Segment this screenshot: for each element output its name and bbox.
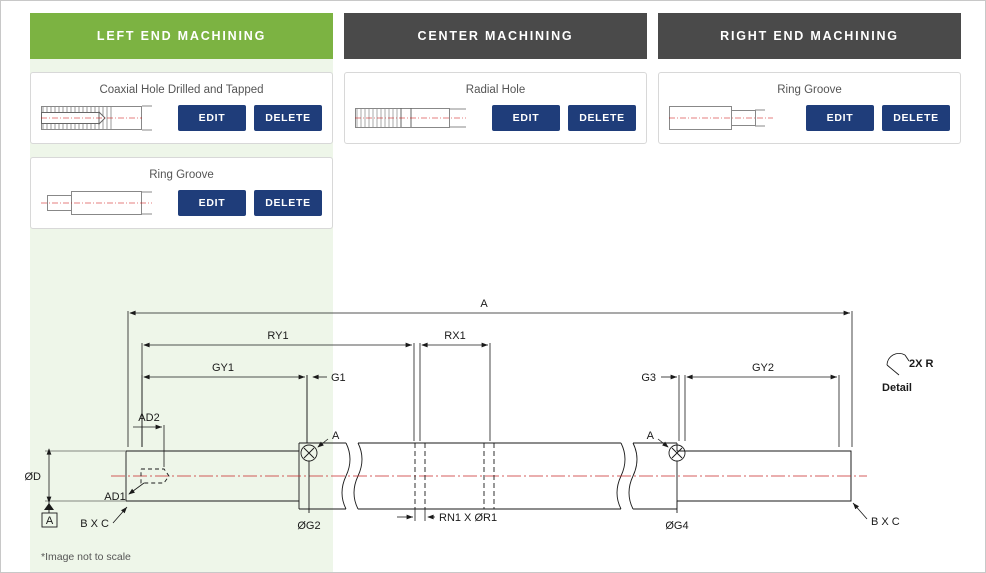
machining-columns xyxy=(1,1,986,229)
feature-row xyxy=(669,103,950,133)
edit-button[interactable]: EDIT xyxy=(492,105,560,131)
ring-groove-thumbnail xyxy=(669,103,781,133)
feature-card xyxy=(30,157,333,229)
edit-button[interactable]: EDIT xyxy=(178,190,246,216)
datum-a-label: A xyxy=(45,515,54,527)
dim-g4: ØG4 xyxy=(665,520,689,532)
feature-actions xyxy=(178,190,322,216)
edit-button[interactable]: EDIT xyxy=(806,105,874,131)
ring-groove-thumbnail xyxy=(41,188,153,218)
feature-card xyxy=(658,72,961,144)
dim-rx1: RX1 xyxy=(444,330,466,342)
column-left-end-machining xyxy=(30,13,333,229)
scale-footnote: *Image not to scale xyxy=(41,551,131,563)
delete-button[interactable]: DELETE xyxy=(568,105,636,131)
feature-title: Radial Hole xyxy=(465,84,526,96)
dim-ad2: AD2 xyxy=(138,412,160,424)
edit-button[interactable]: EDIT xyxy=(178,105,246,131)
delete-button[interactable]: DELETE xyxy=(254,190,322,216)
dim-ry1: RY1 xyxy=(267,330,289,342)
feature-card xyxy=(30,72,333,144)
dim-radial-hole: RN1 X ØR1 xyxy=(439,512,498,524)
dim-g3: G3 xyxy=(641,372,656,384)
dim-outer-diameter: ØD xyxy=(24,471,41,483)
feature-row xyxy=(355,103,636,133)
feature-title: Ring Groove xyxy=(149,169,214,181)
dim-g1: G1 xyxy=(331,372,346,384)
delete-button[interactable]: DELETE xyxy=(254,105,322,131)
column-header-center-machining[interactable]: CENTER MACHINING xyxy=(344,13,647,59)
coaxial-tapped-hole-thumbnail xyxy=(41,103,153,133)
dim-g2: ØG2 xyxy=(297,520,321,532)
delete-button[interactable]: DELETE xyxy=(882,105,950,131)
dim-ad1: AD1 xyxy=(104,491,126,503)
feature-actions xyxy=(492,105,636,131)
dim-gy2: GY2 xyxy=(751,362,775,374)
feature-title: Coaxial Hole Drilled and Tapped xyxy=(99,84,264,96)
feature-row xyxy=(41,188,322,218)
part-drawing xyxy=(1,251,986,573)
radial-hole-thumbnail xyxy=(355,103,467,133)
feature-row xyxy=(41,103,322,133)
column-right-end-machining xyxy=(658,13,961,144)
column-header-right-end-machining[interactable]: RIGHT END MACHINING xyxy=(658,13,961,59)
note-right-surface: B X C xyxy=(871,516,900,528)
feature-actions xyxy=(178,105,322,131)
dim-gy1: GY1 xyxy=(211,362,235,374)
detail-callout: 2X R xyxy=(909,358,934,370)
note-left-surface: B X C xyxy=(80,518,109,530)
feature-title: Ring Groove xyxy=(777,84,842,96)
label-left-ring-datum: A xyxy=(332,430,340,442)
feature-card xyxy=(344,72,647,144)
column-center-machining xyxy=(344,13,647,144)
column-header-left-end-machining[interactable]: LEFT END MACHINING xyxy=(30,13,333,59)
dim-overall-length: A xyxy=(480,298,488,310)
detail-label: Detail xyxy=(882,382,912,394)
label-right-ring-datum: A xyxy=(646,430,654,442)
feature-actions xyxy=(806,105,950,131)
